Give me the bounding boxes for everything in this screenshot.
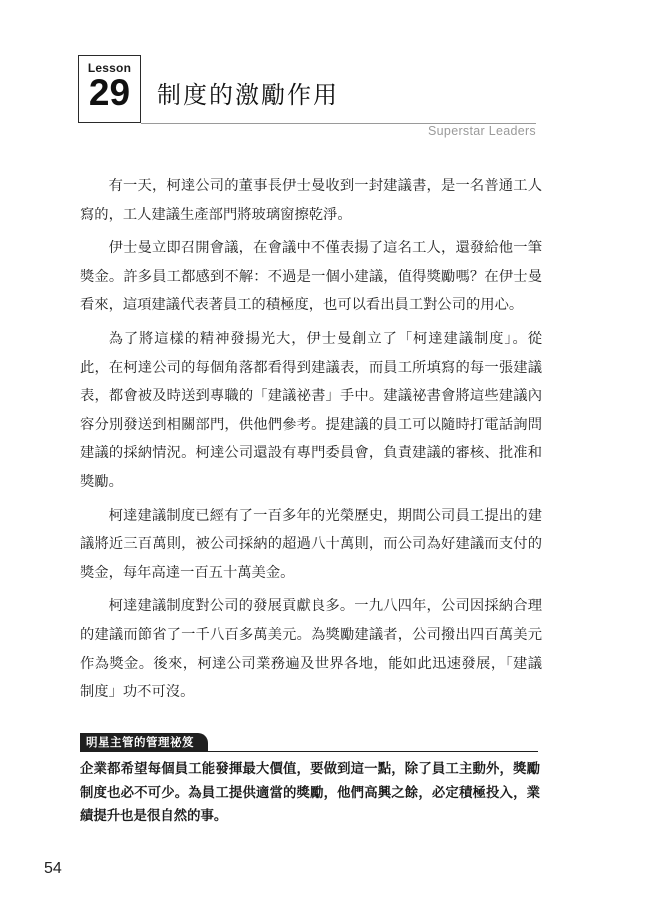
paragraph: 柯達建議制度已經有了一百多年的光榮歷史，期間公司員工提出的建議將近三百萬則，被公司採納的超過八十萬則，而公司為好建議而支付的獎金，每年高達一百五十萬美金。 xyxy=(80,507,542,581)
tips-divider xyxy=(80,751,538,752)
tips-heading: 明星主管的管理祕笈 xyxy=(80,733,208,751)
lesson-label: Lesson xyxy=(87,61,132,75)
lesson-number: 29 xyxy=(88,72,131,113)
tips-header xyxy=(80,733,538,753)
page-number: 54 xyxy=(44,860,62,877)
tips-text: 企業都希望每個員工能發揮最大價值，要做到這一點，除了員工主動外，獎勵制度也必不可少。為員工提供適當的獎勵，他們高興之餘，必定積極投入，業績提升也是很自然的事。 xyxy=(80,762,540,824)
chapter-title: 制度的激勵作用 xyxy=(157,81,339,109)
series-name: Superstar Leaders xyxy=(428,124,536,138)
article-body xyxy=(80,172,542,712)
paragraph: 柯達建議制度對公司的發展貢獻良多。一九八四年，公司因採納合理的建議而節省了一千八百多萬美元。為獎勵建議者，公司撥出四百萬美元作為獎金。後來，柯達公司業務遍及世界各地，能如此迅速發展，「建議制度」功不可沒。 xyxy=(80,598,542,701)
paragraph: 有一天，柯達公司的董事長伊士曼收到一封建議書，是一名普通工人寫的，工人建議生產部門將玻璃窗擦乾淨。 xyxy=(80,178,542,223)
lesson-badge xyxy=(78,55,141,123)
paragraph: 為了將這樣的精神發揚光大，伊士曼創立了「柯達建議制度」。從此，在柯達公司的每個角落都看得到建議表，而員工所填寫的每一張建議表，都會被及時送到專職的「建議祕書」手中。建議祕書會將這些建議內容分別發送到相關部門，供他們參考。提建議的員工可以隨時打電話詢問建議的採納情況。柯達公司還設有專門委員會，負責建議的審核、批准和獎勵。 xyxy=(80,330,542,490)
paragraph: 伊士曼立即召開會議，在會議中不僅表揚了這名工人，還發給他一筆獎金。許多員工都感到不解：不過是一個小建議，值得獎勵嗎？在伊士曼看來，這項建議代表著員工的積極度，也可以看出員工對公司的用心。 xyxy=(80,240,542,314)
